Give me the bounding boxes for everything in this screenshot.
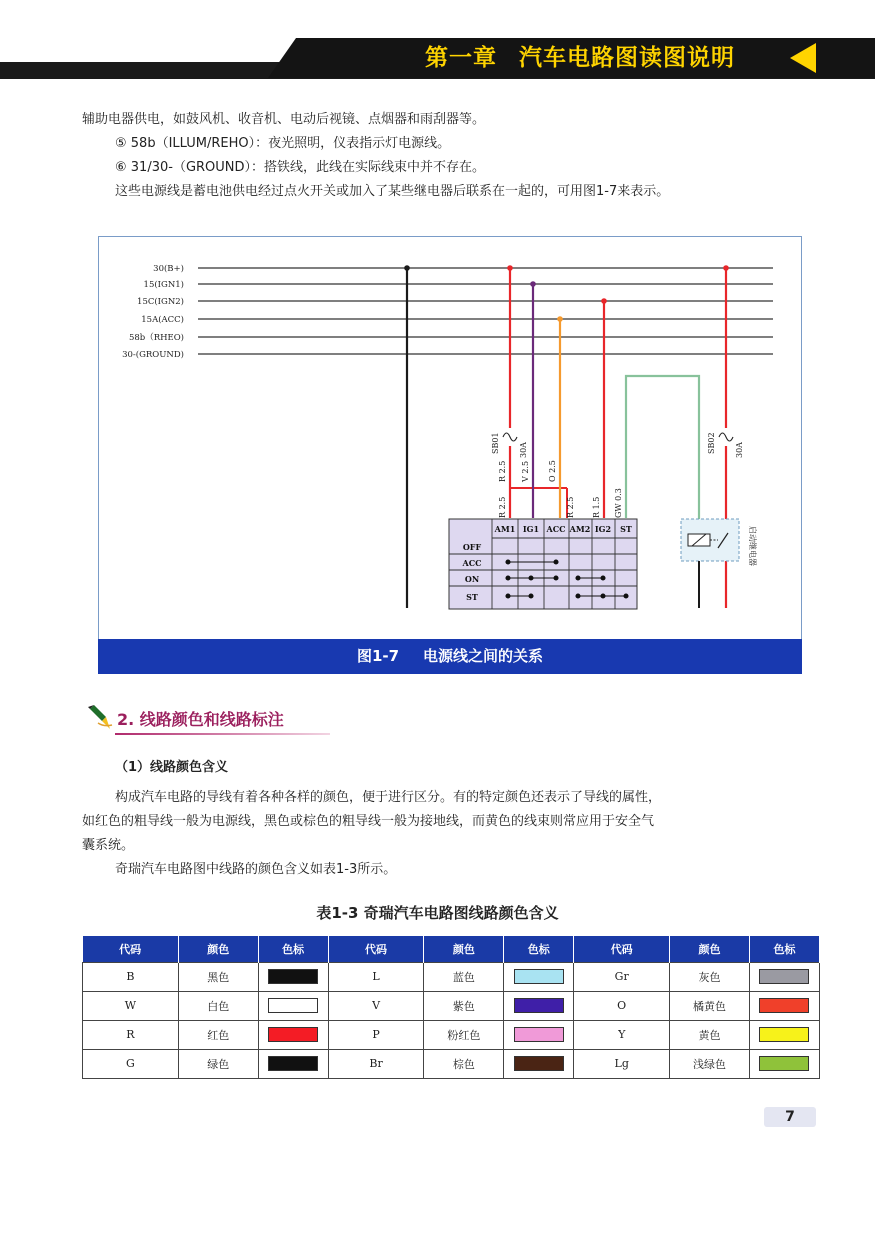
body-para-4: 奇瑞汽车电路图中线路的颜色含义如表1-3所示。 — [115, 862, 397, 877]
color-code: O — [574, 991, 670, 1020]
color-code: G — [83, 1049, 179, 1078]
rail-label-15a: 15A(ACC) — [141, 315, 184, 325]
color-swatch — [268, 969, 318, 984]
junction-dot — [530, 281, 536, 287]
color-code: R — [83, 1020, 179, 1049]
wire-label-r25-am2: R 2.5 — [566, 496, 575, 518]
table-header-color: 颜色 — [178, 936, 258, 962]
color-swatch — [759, 1056, 809, 1071]
table-row — [83, 991, 820, 1020]
wire-label-o25: O 2.5 — [548, 460, 557, 482]
color-name: 黑色 — [178, 962, 258, 991]
color-swatch-cell — [258, 991, 328, 1020]
table-header-code: 代码 — [574, 936, 670, 962]
relay-label: 启动继电器 — [748, 526, 757, 566]
color-swatch — [268, 1027, 318, 1042]
table-header-code: 代码 — [83, 936, 179, 962]
color-swatch-cell — [504, 991, 574, 1020]
subsection-title: （1）线路颜色含义 — [115, 760, 229, 775]
wire-label-gw03: GW 0.3 — [614, 488, 623, 518]
color-swatch — [514, 998, 564, 1013]
color-swatch — [514, 969, 564, 984]
wire-label-r15: R 1.5 — [592, 496, 601, 518]
color-swatch — [268, 1056, 318, 1071]
color-name: 蓝色 — [424, 962, 504, 991]
color-swatch — [268, 998, 318, 1013]
fuse-icon — [503, 433, 517, 441]
rail-label-58b: 58b（RHEO) — [128, 333, 184, 343]
figure-caption-text: 电源线之间的关系 — [423, 647, 544, 665]
chapter-name: 汽车电路图读图说明 — [519, 45, 735, 71]
switch-row-acc: ACC — [462, 558, 482, 568]
junction-dot — [507, 265, 513, 271]
switch-col-ig1: IG1 — [522, 524, 540, 534]
intro-line-1: 辅助电器供电，如鼓风机、收音机、电动后视镜、点烟器和雨刮器等。 — [82, 112, 486, 127]
power-line-diagram — [98, 236, 802, 639]
switch-row-on: ON — [464, 574, 480, 584]
color-swatch-cell — [504, 962, 574, 991]
color-name: 红色 — [178, 1020, 258, 1049]
body-para-3: 囊系统。 — [82, 838, 135, 853]
figure-caption — [98, 639, 802, 674]
wire-label-r25-am1: R 2.5 — [498, 496, 507, 518]
table-caption: 表1-3 奇瑞汽车电路图线路颜色含义 — [316, 904, 559, 922]
color-swatch-cell — [258, 1020, 328, 1049]
color-code: Lg — [574, 1049, 670, 1078]
color-swatch-cell — [504, 1020, 574, 1049]
color-name: 绿色 — [178, 1049, 258, 1078]
color-swatch-cell — [504, 1049, 574, 1078]
table-header-swatch: 色标 — [504, 936, 574, 962]
wire-st-green — [626, 376, 699, 536]
color-swatch — [759, 1027, 809, 1042]
table-header-color: 颜色 — [670, 936, 750, 962]
rail-label-15c: 15C(IGN2) — [137, 297, 184, 307]
intro-item-5: ⑤ 58b（ILLUM/REHO）：夜光照明，仪表指示灯电源线。 — [115, 136, 451, 151]
color-code: Br — [328, 1049, 424, 1078]
section-underline — [115, 733, 330, 735]
table-header-swatch: 色标 — [258, 936, 328, 962]
rail-label-15: 15(IGN1) — [143, 280, 184, 290]
table-header-swatch: 色标 — [749, 936, 819, 962]
arrow-left-icon — [790, 43, 816, 73]
table-row — [83, 1020, 820, 1049]
color-name: 黄色 — [670, 1020, 750, 1049]
color-swatch-cell — [749, 1049, 819, 1078]
junction-dot — [404, 265, 410, 271]
color-swatch-cell — [749, 1020, 819, 1049]
color-swatch — [514, 1027, 564, 1042]
table-row — [83, 1049, 820, 1078]
intro-item-6: ⑥ 31/30-（GROUND）：搭铁线，此线在实际线束中并不存在。 — [115, 160, 486, 175]
color-code: P — [328, 1020, 424, 1049]
color-swatch — [514, 1056, 564, 1071]
color-swatch-cell — [258, 962, 328, 991]
color-code-table — [82, 936, 820, 1079]
color-name: 棕色 — [424, 1049, 504, 1078]
color-name: 紫色 — [424, 991, 504, 1020]
color-code: B — [83, 962, 179, 991]
switch-col-am1: AM1 — [494, 524, 516, 534]
switch-col-st: ST — [620, 524, 632, 534]
page-number: 7 — [764, 1107, 816, 1127]
table-header-color: 颜色 — [424, 936, 504, 962]
table-header-code: 代码 — [328, 936, 424, 962]
ignition-switch-table — [449, 519, 637, 609]
color-code: Y — [574, 1020, 670, 1049]
switch-col-acc: ACC — [546, 524, 566, 534]
color-code: W — [83, 991, 179, 1020]
fuse-icon — [719, 433, 733, 441]
switch-row-st: ST — [466, 592, 478, 602]
section-heading: 2. 线路颜色和线路标注 — [117, 710, 284, 729]
color-name: 浅绿色 — [670, 1049, 750, 1078]
switch-row-off: OFF — [462, 542, 482, 552]
junction-dot — [723, 265, 729, 271]
junction-dot — [601, 298, 607, 304]
table-row — [83, 962, 820, 991]
pen-icon — [86, 703, 114, 731]
junction-dot — [557, 316, 563, 322]
fuse2-name: SB02 — [707, 432, 716, 454]
chapter-number: 第一章 — [425, 45, 497, 71]
color-name: 粉红色 — [424, 1020, 504, 1049]
table-header-row — [83, 936, 820, 962]
color-swatch-cell — [258, 1049, 328, 1078]
color-name: 白色 — [178, 991, 258, 1020]
rail-label-ground: 30-(GROUND) — [122, 350, 184, 360]
switch-col-ig2: IG2 — [594, 524, 612, 534]
color-name: 橘黄色 — [670, 991, 750, 1020]
figure-number: 图1-7 — [356, 647, 400, 665]
chapter-title — [425, 38, 735, 78]
rail-label-30: 30(B+) — [153, 264, 184, 274]
switch-col-am2: AM2 — [569, 524, 591, 534]
body-para-2: 如红色的粗导线一般为电源线，黑色或棕色的粗导线一般为接地线，而黄色的线束则常应用于安全气 — [82, 814, 655, 829]
fuse1-name: SB01 — [491, 432, 500, 454]
fuse2-rating: 30A — [735, 442, 744, 458]
fuse1-rating: 30A — [519, 442, 528, 458]
color-code: L — [328, 962, 424, 991]
color-swatch-cell — [749, 991, 819, 1020]
color-code: Gr — [574, 962, 670, 991]
color-swatch — [759, 998, 809, 1013]
color-name: 灰色 — [670, 962, 750, 991]
rail-lines — [198, 268, 773, 354]
color-swatch-cell — [749, 962, 819, 991]
starter-relay — [681, 519, 739, 608]
intro-line-4: 这些电源线是蓄电池供电经过点火开关或加入了某些继电器后联系在一起的，可用图1-7来表示。 — [115, 184, 670, 199]
color-code: V — [328, 991, 424, 1020]
wire-label-v25: V 2.5 — [521, 460, 530, 482]
color-swatch — [759, 969, 809, 984]
wire-label-r25-upper: R 2.5 — [498, 460, 507, 482]
body-para-1: 构成汽车电路的导线有着各种各样的颜色，便于进行区分。有的特定颜色还表示了导线的属性， — [115, 790, 662, 805]
